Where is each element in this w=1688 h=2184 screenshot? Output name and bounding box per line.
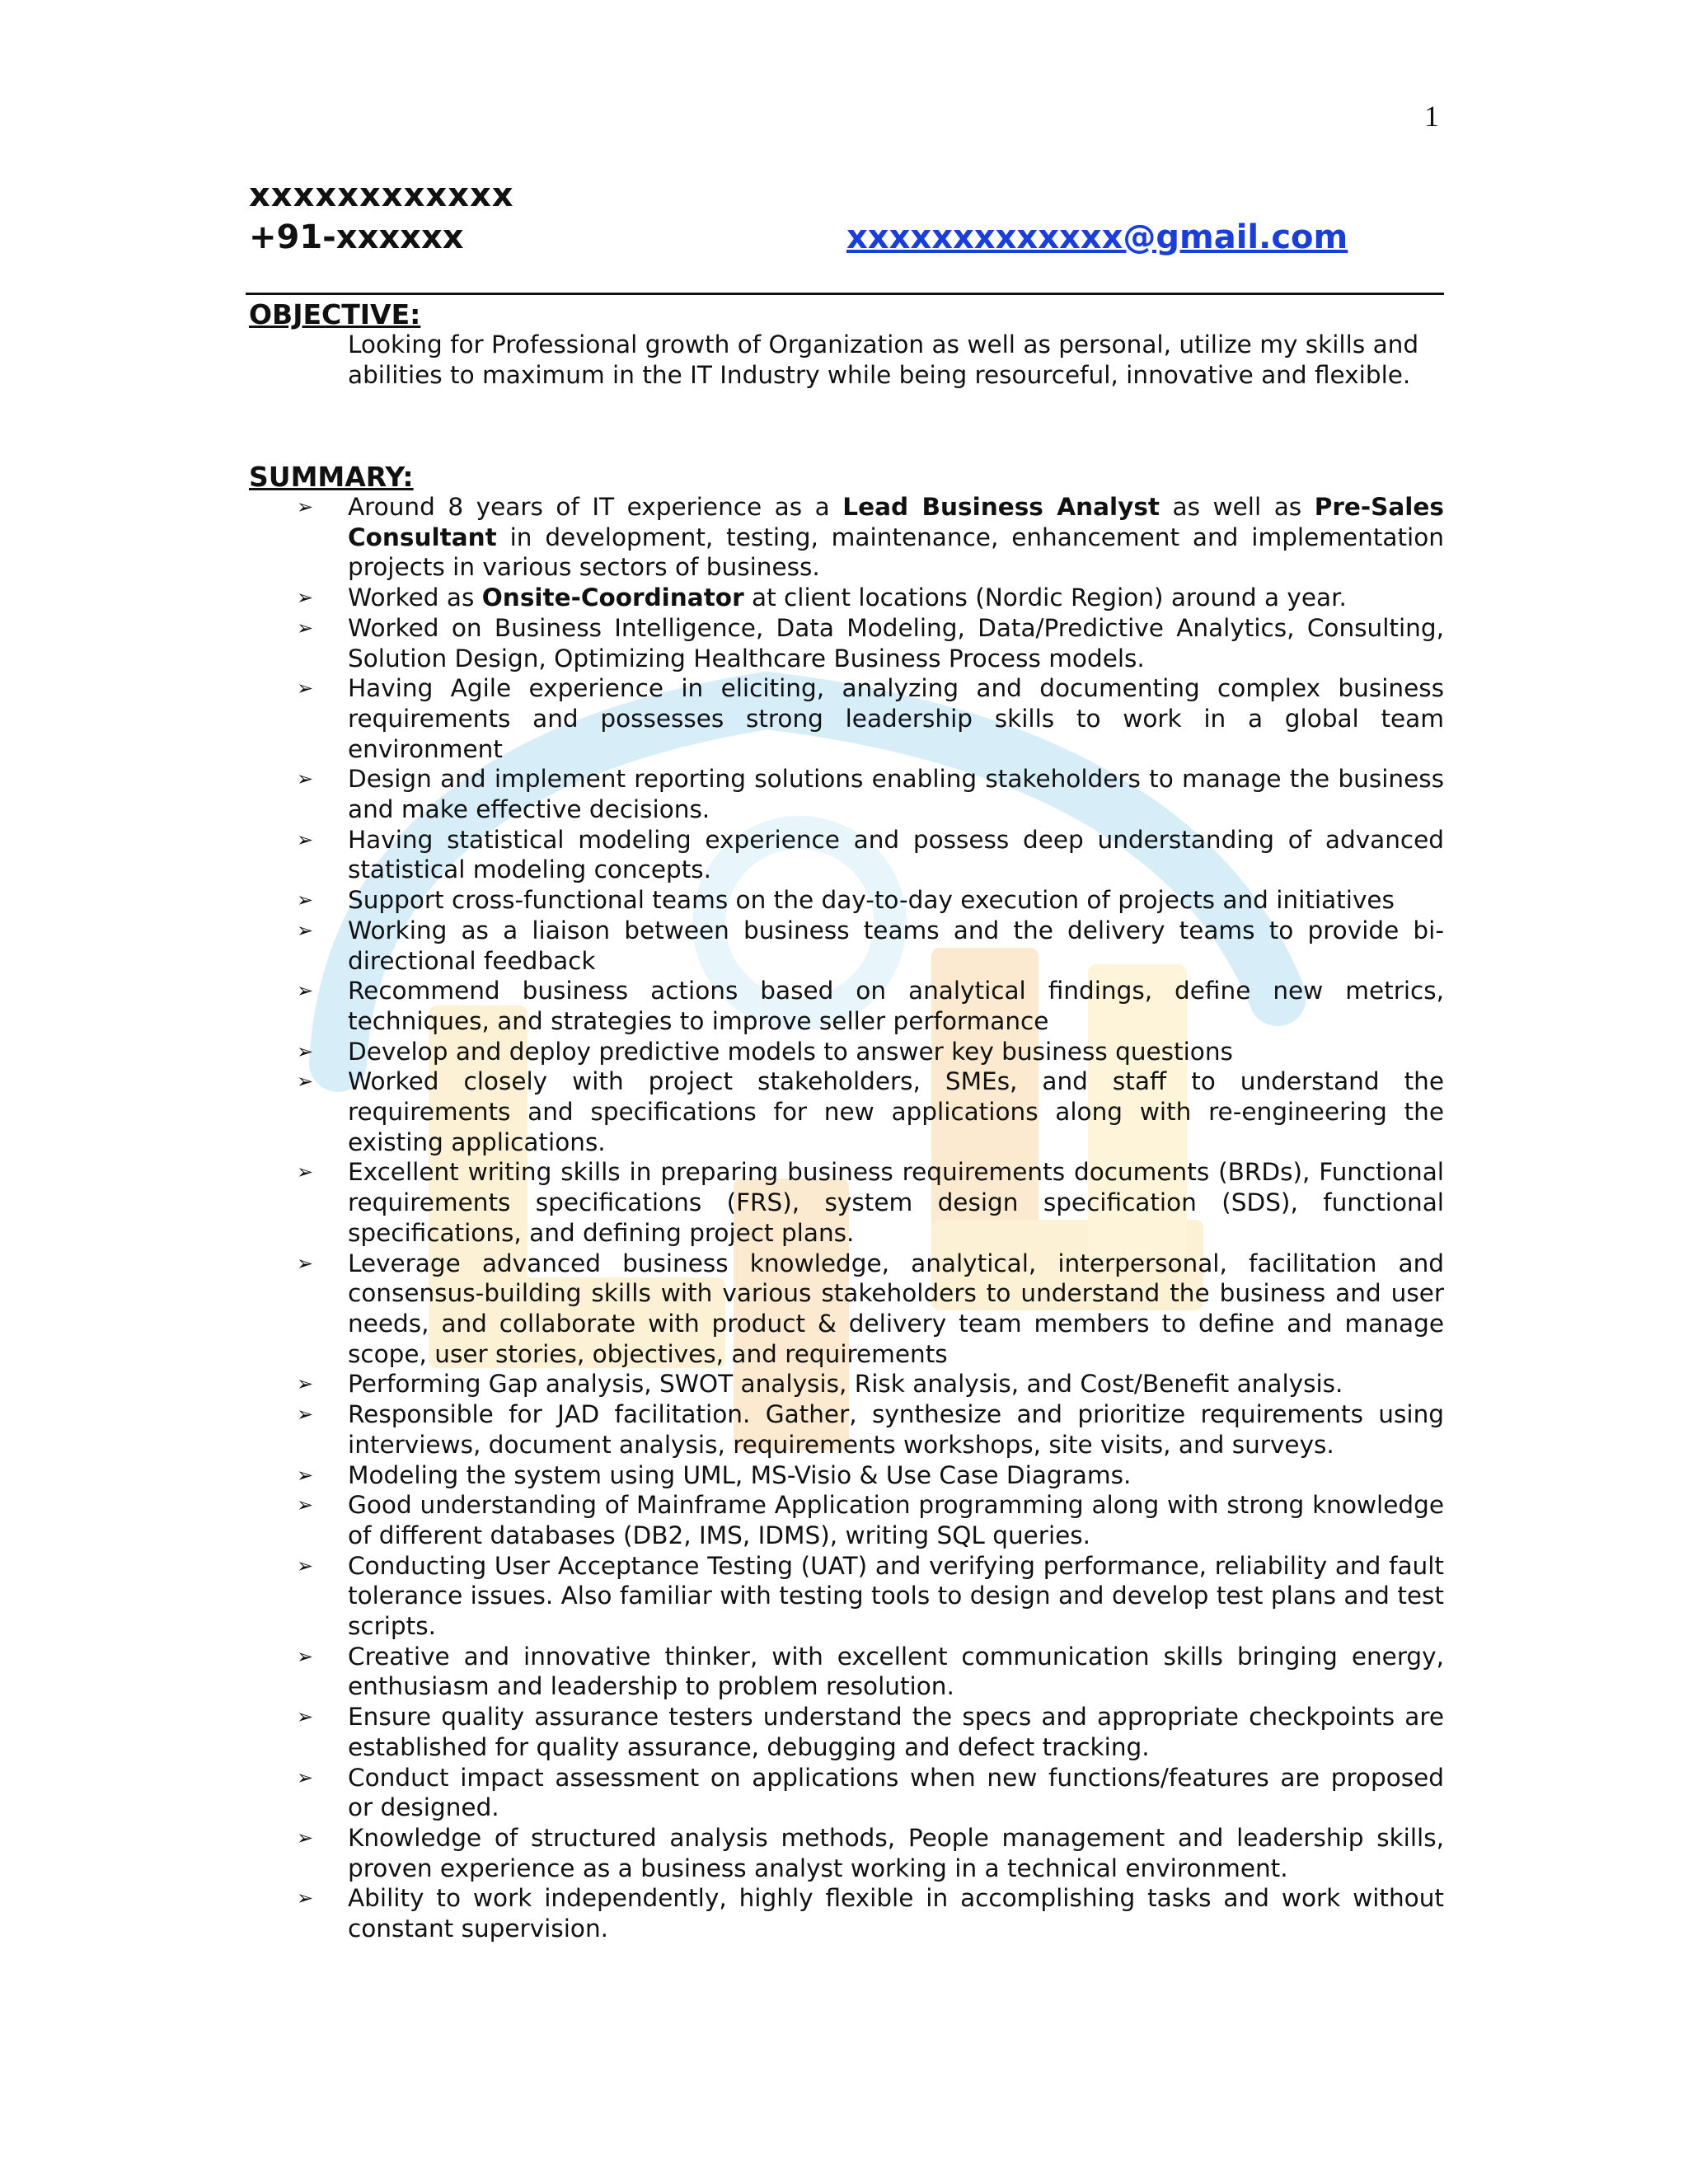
resume-header [249,175,1444,259]
arrowhead-bullet-icon: ➢ [297,1039,314,1063]
summary-item [297,976,1444,1036]
summary-item [297,1763,1444,1823]
summary-item [297,1823,1444,1883]
arrowhead-bullet-icon: ➢ [297,616,314,640]
summary-item-text: Having Agile experience in eliciting, analyzing and documenting complex business requirements and possesses strong leadership skills to work in a global team environment [348,674,1444,763]
summary-item [297,1642,1444,1702]
arrowhead-bullet-icon: ➢ [297,1765,314,1789]
arrowhead-bullet-icon: ➢ [297,1705,314,1729]
arrowhead-bullet-icon: ➢ [297,1825,314,1849]
summary-item [297,916,1444,976]
summary-item [297,492,1444,583]
summary-item-text: Excellent writing skills in preparing business requirements documents (BRDs), Functional requirements specifications (FRS), system design specification (SDS), functional specifications, and defining project plans. [348,1158,1444,1247]
summary-item [297,1157,1444,1248]
arrowhead-bullet-icon: ➢ [297,586,314,610]
arrowhead-bullet-icon: ➢ [297,918,314,942]
summary-item [297,583,1444,613]
summary-item-text: Having statistical modeling experience and possess deep understanding of advanced statistical modeling concepts. [348,825,1444,884]
arrowhead-bullet-icon: ➢ [297,1463,314,1487]
arrowhead-bullet-icon: ➢ [297,1251,314,1275]
summary-item-text: Responsible for JAD facilitation. Gather, synthesize and prioritize requirements using interviews, document analysis, requirements workshops, site visits, and surveys. [348,1400,1444,1459]
summary-item [297,1460,1444,1491]
summary-item-text: Support cross-functional teams on the day-to-day execution of projects and initiatives [348,886,1395,915]
summary-item-text: Creative and innovative thinker, with excellent communication skills bringing energy, enthusiasm and leadership to problem resolution. [348,1642,1444,1701]
page-number: 1 [1424,100,1439,133]
arrowhead-bullet-icon: ➢ [297,495,314,518]
arrowhead-bullet-icon: ➢ [297,1372,314,1396]
summary-list [297,492,1444,1944]
summary-item-text: Design and implement reporting solutions enabling stakeholders to manage the business and make effective decisions. [348,765,1444,824]
arrowhead-bullet-icon: ➢ [297,767,314,791]
objective-heading: OBJECTIVE: [249,298,421,330]
arrowhead-bullet-icon: ➢ [297,827,314,851]
summary-item-text: Worked as Onsite-Coordinator at client locations (Nordic Region) around a year. [348,583,1347,612]
summary-item [297,1399,1444,1460]
summary-item [297,613,1444,673]
arrowhead-bullet-icon: ➢ [297,979,314,1003]
arrowhead-bullet-icon: ➢ [297,1070,314,1094]
summary-item [297,885,1444,916]
summary-heading: SUMMARY: [249,461,414,493]
summary-item [297,1249,1444,1370]
arrowhead-bullet-icon: ➢ [297,1886,314,1910]
arrowhead-bullet-icon: ➢ [297,1160,314,1184]
arrowhead-bullet-icon: ➢ [297,888,314,912]
summary-item [297,673,1444,764]
summary-item [297,1702,1444,1762]
summary-item [297,825,1444,885]
summary-item-text: Develop and deploy predictive models to answer key business questions [348,1037,1233,1066]
phone-number: +91-xxxxxx [249,218,464,256]
summary-item-text: Good understanding of Mainframe Application programming along with strong knowledge of different databases (DB2, IMS, IDMS), writing SQL queries. [348,1491,1444,1549]
summary-item [297,1490,1444,1550]
header-divider [246,293,1444,295]
summary-item-text: Conducting User Acceptance Testing (UAT) and verifying performance, reliability and fault tolerance issues. Also familiar with testing tools to design and develop test plans and test scripts. [348,1551,1444,1641]
summary-item-text: Conduct impact assessment on applications when new functions/features are proposed or designed. [348,1763,1444,1822]
summary-item-text: Ability to work independently, highly flexible in accomplishing tasks and work without constant supervision. [348,1884,1444,1943]
objective-text: Looking for Professional growth of Organization as well as personal, utilize my skills and abilities to maximum in the IT Industry while being resourceful, innovative and flexible. [348,330,1419,389]
arrowhead-bullet-icon: ➢ [297,1403,314,1427]
candidate-name: xxxxxxxxxxxx [249,176,514,214]
arrowhead-bullet-icon: ➢ [297,1554,314,1577]
arrowhead-bullet-icon: ➢ [297,1644,314,1668]
summary-item [297,1883,1444,1943]
email-link[interactable]: xxxxxxxxxxxxx@gmail.com [846,218,1348,256]
summary-item [297,1066,1444,1157]
summary-item-text: Modeling the system using UML, MS-Visio & Use Case Diagrams. [348,1460,1132,1489]
summary-item [297,764,1444,824]
summary-item-text: Working as a liaison between business teams and the delivery teams to provide bi-directional feedback [348,916,1444,975]
summary-item-text: Performing Gap analysis, SWOT analysis, Risk analysis, and Cost/Benefit analysis. [348,1370,1343,1399]
summary-item [297,1369,1444,1399]
summary-item [297,1551,1444,1642]
summary-item-text: Worked on Business Intelligence, Data Modeling, Data/Predictive Analytics, Consulting, Solution Design, Optimizing Healthcare Business Process models. [348,613,1444,673]
summary-item-text: Around 8 years of IT experience as a Lead Business Analyst as well as Pre-Sales Consultant in development, testing, maintenance, enhancement and implementation projects in various sectors of business. [348,493,1444,582]
contact-row [249,216,1444,259]
arrowhead-bullet-icon: ➢ [297,677,314,701]
summary-item-text: Recommend business actions based on analytical findings, define new metrics, techniques, and strategies to improve seller performance [348,977,1444,1035]
summary-item-text: Worked closely with project stakeholders, SMEs, and staff to understand the requirements and specifications for new applications along with re-engineering the existing applications. [348,1067,1444,1156]
arrowhead-bullet-icon: ➢ [297,1493,314,1517]
summary-item-text: Knowledge of structured analysis methods, People management and leadership skills, proven experience as a business analyst working in a technical environment. [348,1823,1444,1882]
summary-item [297,1037,1444,1067]
summary-item-text: Ensure quality assurance testers understand the specs and appropriate checkpoints are established for quality assurance, debugging and defect tracking. [348,1703,1444,1761]
summary-item-text: Leverage advanced business knowledge, analytical, interpersonal, facilitation and consensus-building skills with various stakeholders to understand the business and user needs, and collaborate with product & delivery team members to define and manage scope, user stories, objectives, and requirements [348,1249,1444,1368]
